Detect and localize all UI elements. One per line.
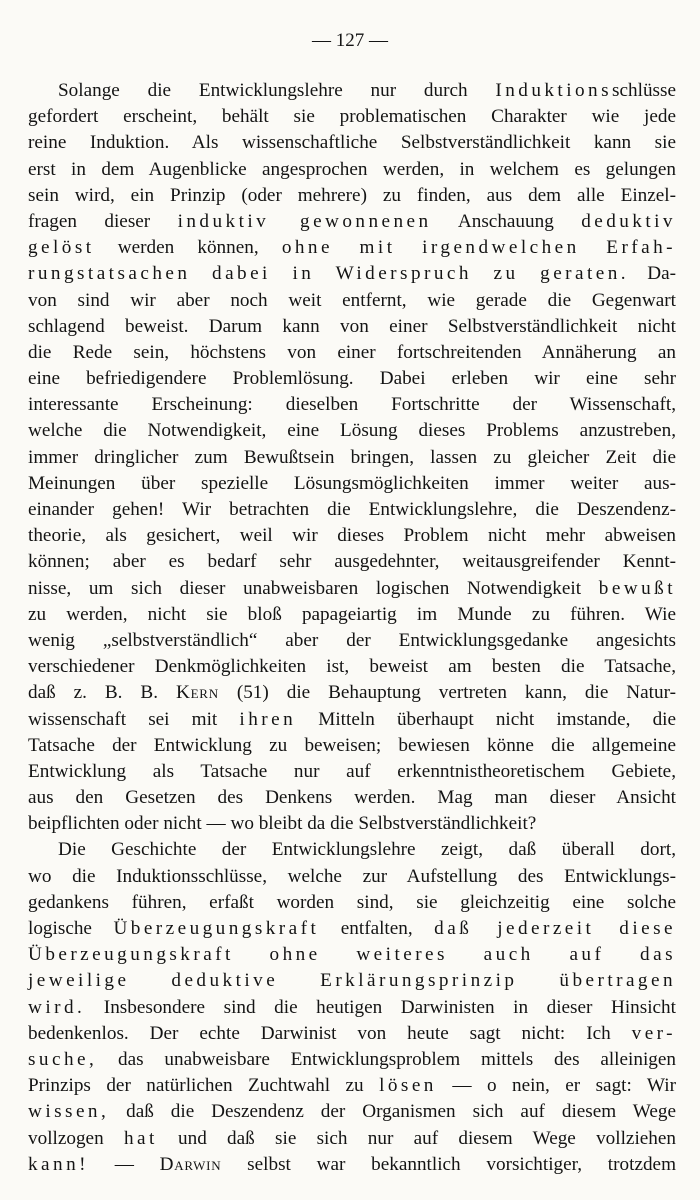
- text-run: werden können,: [94, 237, 282, 259]
- text-run: das unabweisbare Entwicklungsproblem mittels des alleinigen: [97, 1048, 676, 1070]
- spaced-emphasis: hat: [123, 1127, 158, 1149]
- text-line: [28, 864, 676, 890]
- text-run: fragen dieser: [28, 210, 178, 232]
- spaced-emphasis: ohne mit irgendwelchen Erfah-: [281, 237, 676, 259]
- text-run: interessante Erscheinung: dieselben Fortschritte der Wissenschaft,: [28, 394, 676, 416]
- text-run: verschiedener Denkmöglichkeiten ist, beweist am besten die Tatsache,: [28, 656, 676, 678]
- spaced-emphasis: gelöst: [28, 237, 95, 259]
- text-run: Insbesondere sind die heutigen Darwinisten in dieser Hinsicht: [85, 996, 676, 1018]
- text-run: Da-: [629, 263, 676, 285]
- text-run: erst in dem Augenblicke angesprochen werden, in welchem es gelungen: [28, 158, 676, 180]
- text-run: schlagend beweist. Darum kann von einer Selbstverständlichkeit nicht: [28, 315, 676, 337]
- text-line: [28, 1152, 676, 1178]
- text-run: —: [88, 1153, 160, 1175]
- text-run: Mitteln überhaupt nicht imstande, die: [296, 708, 677, 730]
- text-line: [28, 130, 676, 156]
- text-run: gedankens führen, erfaßt worden sind, sie gleichzeitig eine solche: [28, 891, 676, 913]
- body-text: [28, 78, 676, 1178]
- text-run: wissenschaft sei mit: [28, 708, 240, 730]
- text-line: [28, 916, 676, 942]
- small-caps-name: Darwin: [159, 1153, 222, 1175]
- text-line: [28, 837, 676, 863]
- text-run: Anschauung: [431, 210, 582, 232]
- text-line: [28, 392, 676, 418]
- text-run: sein wird, ein Prinzip (oder mehrere) zu finden, aus dem alle Einzel-: [28, 184, 676, 206]
- small-caps-name: Kern: [175, 682, 219, 704]
- text-line: [28, 602, 676, 628]
- text-line: [28, 785, 676, 811]
- text-line: [28, 418, 676, 444]
- text-line: [28, 497, 676, 523]
- text-line: [28, 261, 676, 287]
- text-run: beipflichten oder nicht — wo bleibt da die Selbstverständlichkeit?: [28, 813, 537, 835]
- spaced-emphasis: bewußt: [598, 577, 676, 599]
- text-run: gefordert erscheint, behält sie problematischen Charakter wie jede: [28, 106, 676, 128]
- text-line: [28, 183, 676, 209]
- text-line: [28, 890, 676, 916]
- text-run: vollzogen: [28, 1127, 124, 1149]
- spaced-emphasis: suche,: [28, 1048, 98, 1070]
- text-line: [28, 549, 676, 575]
- text-line: [28, 235, 676, 261]
- text-run: bedenkenlos. Der echte Darwinist von heute sagt nicht: Ich: [28, 1022, 632, 1044]
- text-line: [28, 1047, 676, 1073]
- spaced-emphasis: induktiv gewonnenen: [177, 210, 432, 232]
- text-run: von sind wir aber noch weit entfernt, wie gerade die Gegenwart: [28, 289, 676, 311]
- text-line: [28, 576, 676, 602]
- text-line: [28, 445, 676, 471]
- text-run: Solange die Entwicklungslehre nur durch: [58, 80, 496, 101]
- page-number: — 127 —: [312, 30, 388, 51]
- text-run: logische: [28, 918, 114, 939]
- text-line: [28, 811, 676, 837]
- text-line: [28, 628, 676, 654]
- text-run: Prinzips der natürlichen Zuchtwahl zu: [28, 1075, 380, 1097]
- text-run: Entwicklung als Tatsache nur auf erkenntnistheoretischem Gebiete,: [28, 760, 676, 782]
- text-run: können; aber es bedarf sehr ausgedehnter, weitausgreifender Kennt-: [28, 551, 676, 573]
- text-line: [28, 680, 676, 706]
- text-run: eine befriedigendere Problemlösung. Dabei erleben wir eine sehr: [28, 368, 676, 390]
- text-line: [28, 707, 676, 733]
- text-line: [28, 759, 676, 785]
- text-line: [28, 366, 676, 392]
- spaced-emphasis: lösen: [379, 1075, 437, 1097]
- spaced-emphasis: daß jederzeit diese: [434, 918, 676, 939]
- text-run: Tatsache der Entwicklung zu beweisen; bewiesen könne die allgemeine: [28, 734, 676, 756]
- text-line: [28, 942, 676, 968]
- text-run: die Rede sein, höchstens von einer fortschreitenden Annäherung an: [28, 341, 676, 363]
- spaced-emphasis: kann!: [28, 1153, 89, 1175]
- text-line: [28, 340, 676, 366]
- text-line: [28, 733, 676, 759]
- text-line: [28, 471, 676, 497]
- spaced-emphasis: Induktions: [495, 80, 613, 101]
- spaced-emphasis: rungstatsachen dabei in Widerspruch zu geraten.: [28, 263, 630, 285]
- text-line: [28, 968, 676, 994]
- text-run: daß z. B. B.: [28, 682, 176, 704]
- text-run: wenig „selbstverständlich“ aber der Entwicklungsgedanke angesichts: [28, 629, 676, 651]
- spaced-emphasis: ver-: [631, 1022, 676, 1044]
- spaced-emphasis: Überzeugungskraft: [113, 918, 320, 939]
- spaced-emphasis: wird.: [28, 996, 86, 1018]
- text-run: zu werden, nicht sie bloß papageiartig im Munde zu führen. Wie: [28, 603, 676, 625]
- text-line: [28, 314, 676, 340]
- text-line: [28, 157, 676, 183]
- text-run: und daß sie sich nur auf diesem Wege vollziehen: [157, 1127, 677, 1149]
- spaced-emphasis: jeweilige deduktive Erklärungsprinzip übertragen: [28, 970, 676, 992]
- text-line: [28, 654, 676, 680]
- text-run: — o nein, er sagt: Wir: [436, 1075, 676, 1097]
- text-run: welche die Notwendigkeit, eine Lösung dieses Problems anzustreben,: [28, 420, 676, 442]
- text-run: einander gehen! Wir betrachten die Entwicklungslehre, die Deszendenz-: [28, 499, 676, 520]
- text-run: nisse, um sich dieser unabweisbaren logischen Notwendigkeit: [28, 577, 599, 599]
- text-line: [28, 523, 676, 549]
- text-run: schlüsse: [612, 80, 676, 101]
- text-line: [28, 104, 676, 130]
- text-line: [28, 1099, 676, 1125]
- spaced-emphasis: wissen,: [28, 1101, 110, 1123]
- text-line: [28, 1021, 676, 1047]
- text-line: [28, 995, 676, 1021]
- text-run: aus den Gesetzen des Denkens werden. Mag man dieser Ansicht: [28, 787, 676, 809]
- text-run: wo die Induktionsschlüsse, welche zur Aufstellung des Entwicklungs-: [28, 865, 676, 887]
- text-line: [28, 209, 676, 235]
- text-run: daß die Deszendenz der Organismen sich auf diesem Wege: [109, 1101, 676, 1123]
- text-run: immer dringlicher zum Bewußtsein bringen, lassen zu gleicher Zeit die: [28, 446, 676, 468]
- spaced-emphasis: deduktiv: [581, 210, 676, 232]
- text-line: [28, 78, 676, 104]
- text-line: [28, 1073, 676, 1099]
- text-line: [28, 288, 676, 314]
- text-run: Die Geschichte der Entwicklungslehre zeigt, daß überall dort,: [58, 839, 676, 861]
- spaced-emphasis: Überzeugungskraft ohne weiteres auch auf das: [28, 944, 676, 966]
- text-run: (51) die Behauptung vertreten kann, die Natur-: [218, 682, 676, 704]
- text-run: selbst war bekanntlich vorsichtiger, trotzdem: [221, 1153, 676, 1175]
- text-run: entfalten,: [319, 918, 435, 939]
- text-run: reine Induktion. Als wissenschaftliche Selbstverständlichkeit kann sie: [28, 132, 676, 154]
- text-run: theorie, als gesichert, weil wir dieses Problem nicht mehr abweisen: [28, 525, 676, 547]
- text-run: Meinungen über spezielle Lösungsmöglichkeiten immer weiter aus-: [28, 472, 676, 494]
- text-line: [28, 1126, 676, 1152]
- spaced-emphasis: ihren: [239, 708, 297, 730]
